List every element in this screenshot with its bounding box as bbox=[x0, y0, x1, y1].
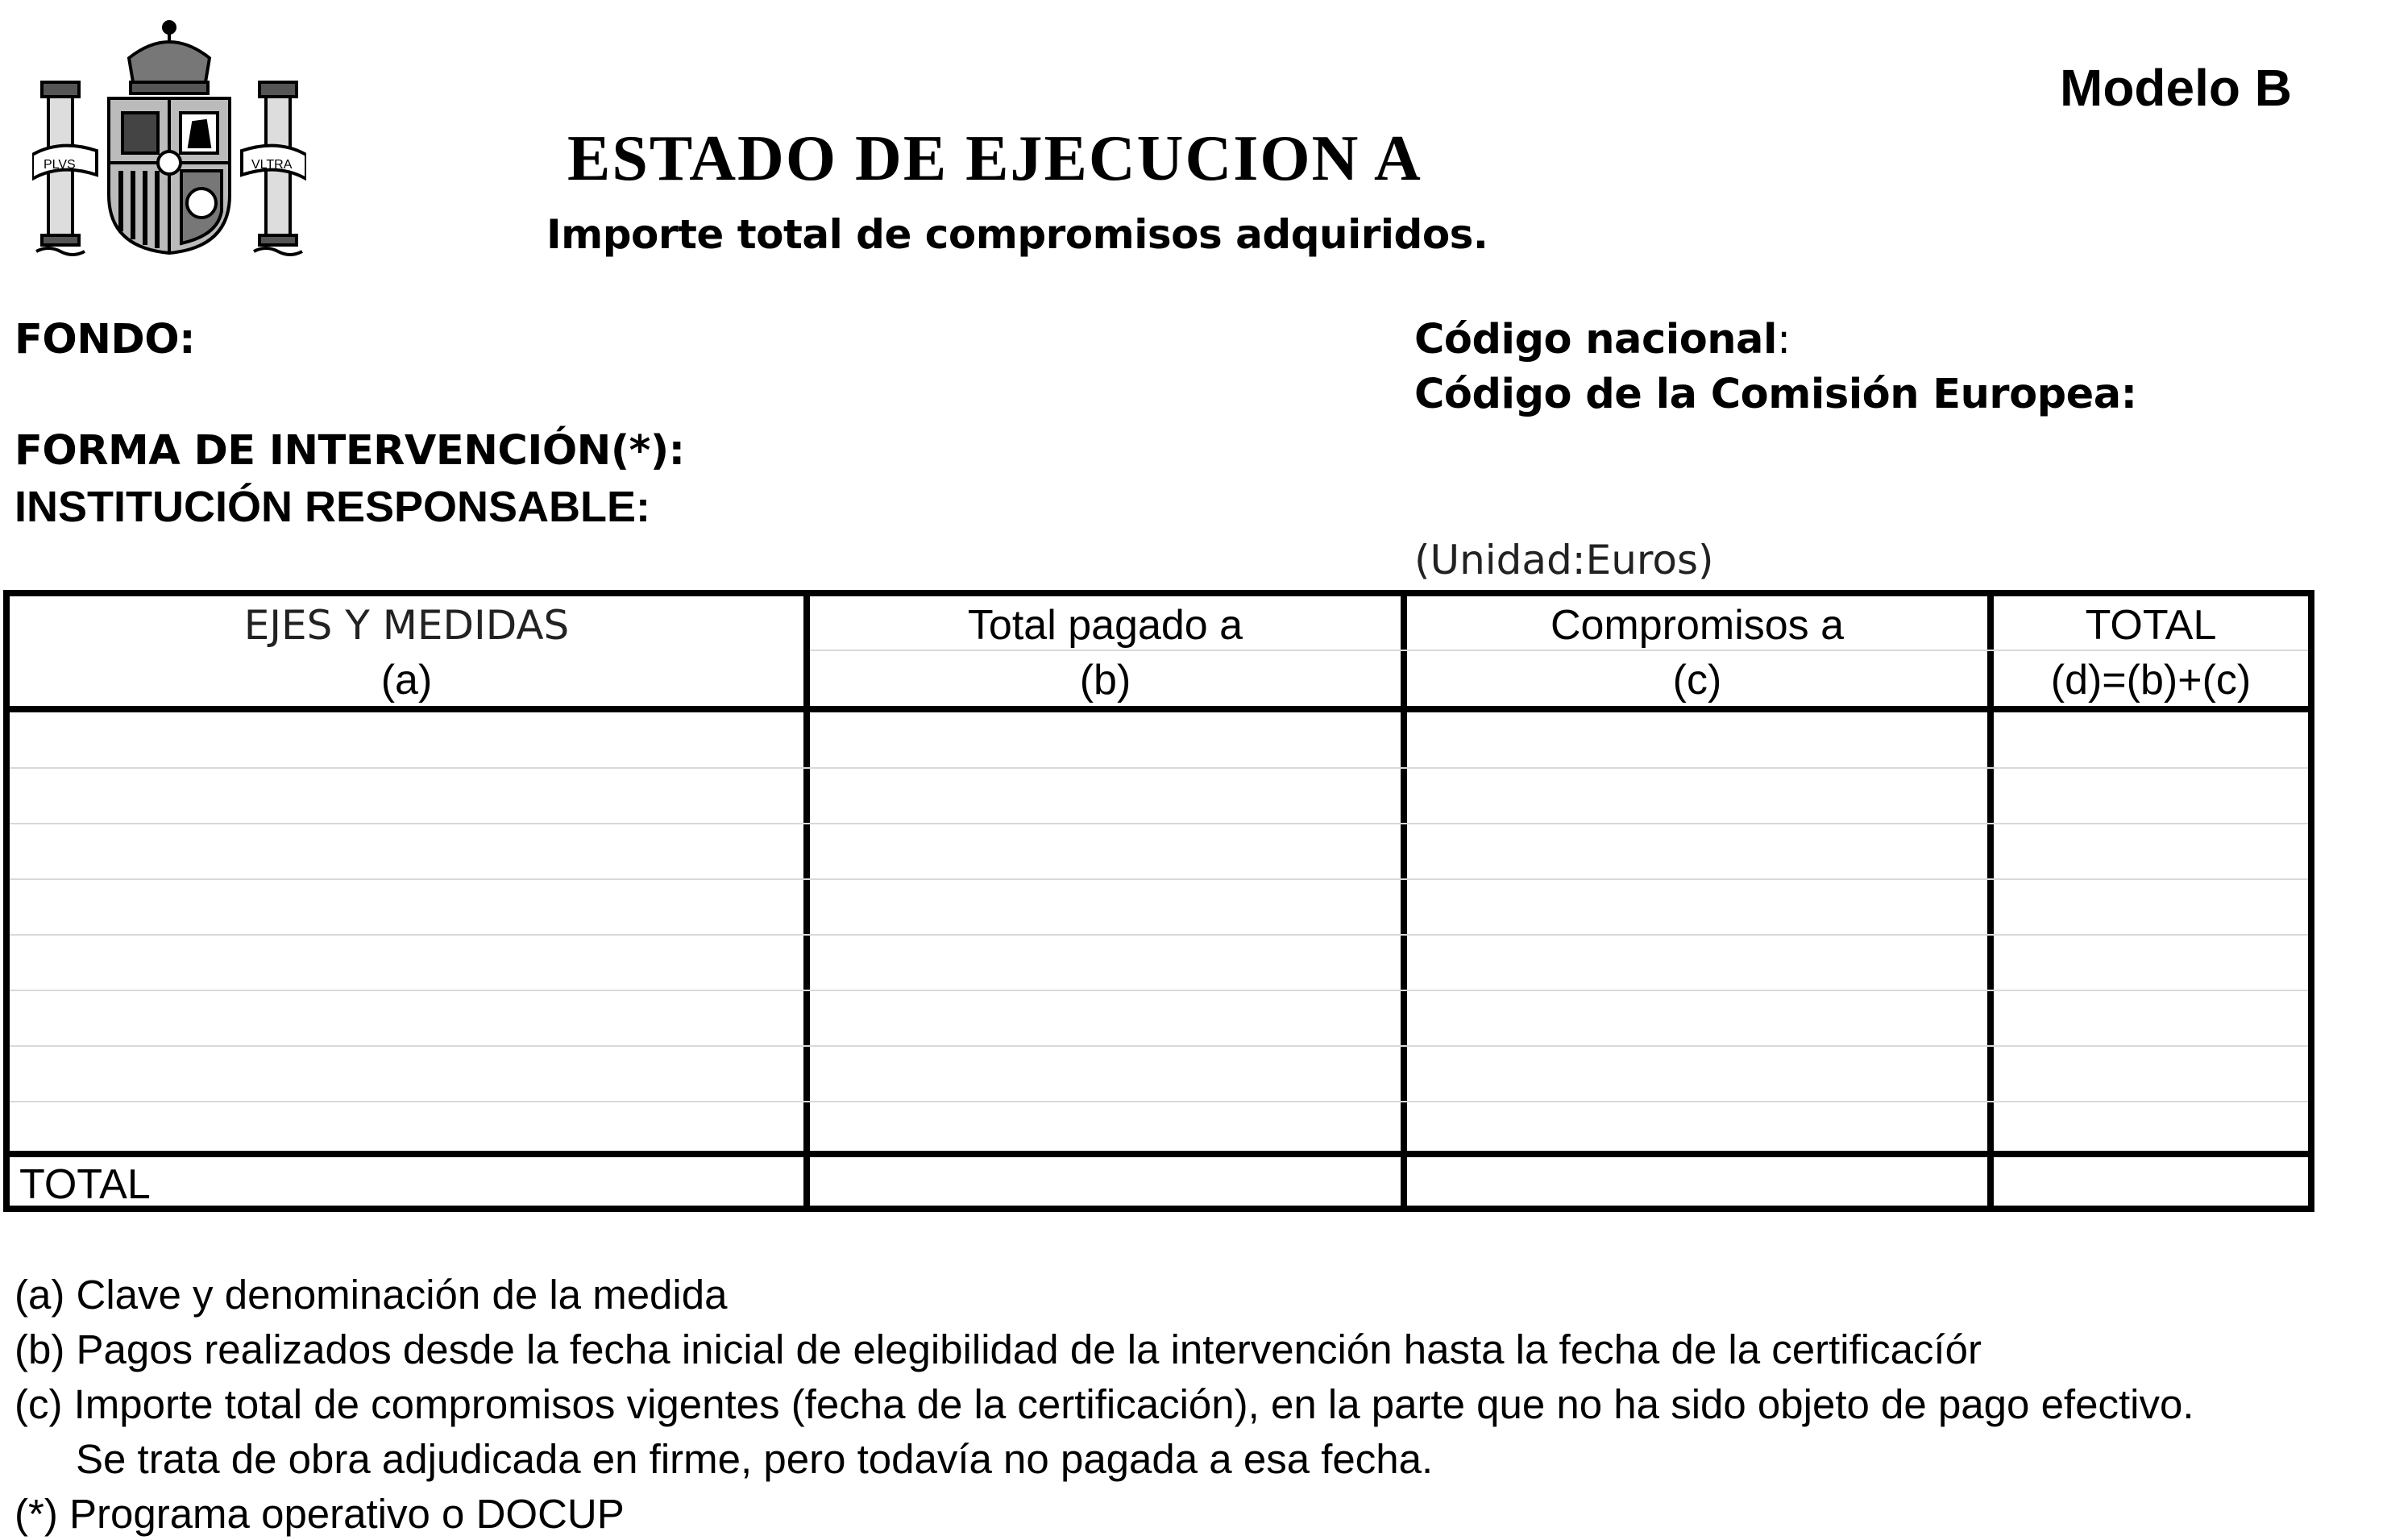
header-inner-rule bbox=[810, 650, 2308, 651]
note-b: (b) Pagos realizados desde la fecha inicial de elegibilidad de la intervención hasta la fecha de la certificacíór bbox=[15, 1326, 1982, 1372]
row-rule bbox=[10, 1101, 2308, 1102]
header-col-d bbox=[1994, 598, 2308, 708]
header-col-b-code: (b) bbox=[1079, 657, 1131, 704]
row-rule bbox=[10, 934, 2308, 936]
column-divider bbox=[1987, 596, 1994, 1206]
total-rule bbox=[10, 1151, 2308, 1157]
column-divider bbox=[1401, 596, 1407, 1206]
note-a: (a) Clave y denominación de la medida bbox=[15, 1272, 728, 1318]
row-rule bbox=[10, 767, 2308, 769]
modelo-label: Modelo B bbox=[2060, 59, 2292, 117]
header-col-b-title: Total pagado a bbox=[967, 602, 1243, 649]
fondo-label: FONDO: bbox=[15, 316, 195, 363]
header-col-a-code: (a) bbox=[380, 657, 433, 704]
header-col-b bbox=[810, 598, 1401, 708]
ultra-text: VLTRA bbox=[251, 158, 293, 172]
note-c-continuation: Se trata de obra adjudicada en firme, pero todavía no pagada a esa fecha. bbox=[76, 1436, 1434, 1482]
header-col-a-title: EJES Y MEDIDAS bbox=[243, 602, 570, 649]
execution-table bbox=[3, 590, 2314, 1212]
row-rule bbox=[10, 1045, 2308, 1047]
codigo-nacional-label bbox=[1414, 316, 1791, 363]
institucion-label: INSTITUCIÓN RESPONSABLE: bbox=[15, 483, 651, 531]
header-col-a bbox=[10, 598, 803, 708]
header-rule bbox=[10, 706, 2308, 712]
forma-intervencion-label: FORMA DE INTERVENCIÓN(*): bbox=[15, 427, 685, 475]
header-col-d-title: TOTAL bbox=[2085, 602, 2217, 649]
total-row-label: TOTAL bbox=[19, 1161, 151, 1208]
unidad-label: (Unidad:Euros) bbox=[1414, 537, 1714, 583]
plus-text: PLVS bbox=[44, 158, 76, 172]
header-col-d-code: (d)=(b)+(c) bbox=[2050, 657, 2252, 704]
codigo-comision-label: Código de la Comisión Europea: bbox=[1414, 371, 2137, 418]
row-rule bbox=[10, 823, 2308, 824]
coat-of-arms-icon bbox=[32, 18, 306, 259]
header-col-c-code: (c) bbox=[1672, 657, 1722, 704]
document-title: ESTADO DE EJECUCION A bbox=[567, 123, 1422, 194]
codigo-nacional-colon: : bbox=[1776, 316, 1791, 363]
row-rule bbox=[10, 878, 2308, 880]
header-col-c bbox=[1407, 598, 1987, 708]
header-col-c-title: Compromisos a bbox=[1550, 602, 1845, 649]
document-subtitle: Importe total de compromisos adquiridos. bbox=[546, 211, 1488, 258]
column-divider bbox=[803, 596, 810, 1206]
codigo-nacional-text: Código nacional bbox=[1414, 316, 1777, 363]
note-c: (c) Importe total de compromisos vigentes (fecha de la certificación), en la parte que no ha sido objeto de pago efectivo. bbox=[15, 1381, 2194, 1427]
row-rule bbox=[10, 990, 2308, 991]
note-asterisk: (*) Programa operativo o DOCUP bbox=[15, 1491, 625, 1537]
